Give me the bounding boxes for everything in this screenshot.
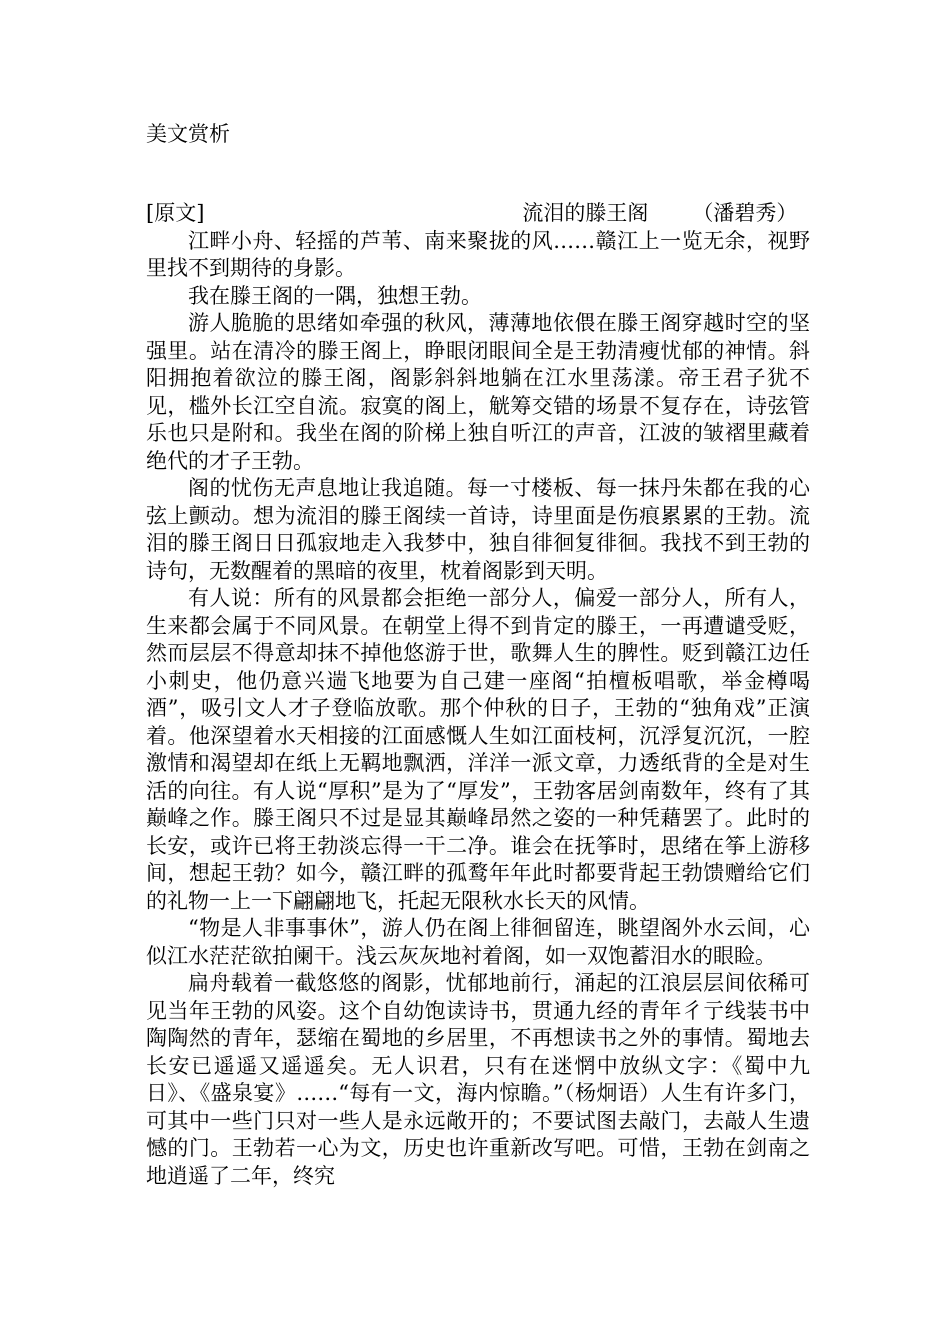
original-text-label: [原文]: [146, 201, 205, 225]
paragraph-1: 江畔小舟、轻摇的芦苇、南来聚拢的风……赣江上一览无余，视野里找不到期待的身影。: [146, 228, 810, 280]
paragraph-6: “物是人非事事休”，游人仍在阁上徘徊留连，眺望阁外水云间，心似江水茫茫欲拍阑干。浅云灰灰地衬着阁，如一双饱蓄泪水的眼睑。: [146, 916, 810, 968]
article-title: 流泪的滕王阁: [522, 201, 649, 225]
paragraph-2: 我在滕王阁的一隅，独想王勃。: [188, 283, 482, 308]
paragraph-5: 有人说：所有的风景都会拒绝一部分人，偏爱一部分人，所有人，生来都会属于不同风景。在朝堂上得不到肯定的滕王，一再遭谴受贬，然而层层不得意却抹不掉他悠游于世，歌舞人生的脾性。贬到赣江边任小刺史，他仍意兴遄飞地要为自己建一座阁“拍檀板唱歌，举金樽喝酒”，吸引文人才子登临放歌。那个仲秋的日子，王勃的“独角戏”正演着。他深望着水天相接的江面感慨人生如江面枝柯，沉浮复沉沉，一腔激情和渴望却在纸上无羁地飘洒，洋洋一派文章，力透纸背的全是对生活的向往。有人说“厚积”是为了“厚发”，王勃客居剑南数年，终有了其巅峰之作。滕王阁只不过是显其巅峰昂然之姿的一种凭藉罢了。此时的长安，或许已将王勃淡忘得一干二净。谁会在抚筝时，思绪在筝上游移间，想起王勃？如今，赣江畔的孤鹜年年此时都要背起王勃馈赠给它们的礼物一上一下翩翩地飞，托起无限秋水长天的风情。: [146, 586, 810, 913]
paragraph-3: 游人脆脆的思绪如牵强的秋风，薄薄地依偎在滕王阁穿越时空的坚强里。站在清冷的滕王阁上，睁眼闭眼间全是王勃清瘦忧郁的神情。斜阳拥抱着欲泣的滕王阁，阁影斜斜地躺在江水里荡漾。帝王君子犹不见，槛外长江空自流。寂寞的阁上，觥筹交错的场景不复存在，诗弦管乐也只是附和。我坐在阁的阶梯上独自听江的声音，江波的皱褶里藏着绝代的才子王勃。: [146, 311, 810, 473]
document-page: [146, 120, 810, 1190]
paragraph-4: 阁的忧伤无声息地让我追随。每一寸楼板、每一抹丹朱都在我的心弦上颤动。想为流泪的滕王阁续一首诗，诗里面是伤痕累累的王勃。流泪的滕王阁日日孤寂地走入我梦中，独自徘徊复徘徊。我找不到王勃的诗句，无数醒着的黑暗的夜里，枕着阁影到天明。: [146, 476, 810, 583]
section-title: 美文赏析: [146, 122, 230, 146]
paragraph-7: 扁舟载着一截悠悠的阁影，忧郁地前行，涌起的江浪层层间依稀可见当年王勃的风姿。这个自幼饱读诗书，贯通九经的青年彳亍线装书中陶陶然的青年，瑟缩在蜀地的乡居里，不再想读书之外的事情。蜀地去长安已遥遥又遥遥矣。无人识君，只有在迷惘中放纵文字：《蜀中九日》、《盛泉宴》……“每有一文，海内惊瞻。”（杨炯语）人生有许多门，可其中一些门只对一些人是永远敞开的；不要试图去敲门，去敲人生遗憾的门。王勃若一心为文，历史也许重新改写吧。可惜，王勃在剑南之地逍遥了二年，终究: [146, 971, 810, 1188]
article-header: [146, 200, 810, 228]
article-author: （潘碧秀）: [692, 201, 798, 225]
